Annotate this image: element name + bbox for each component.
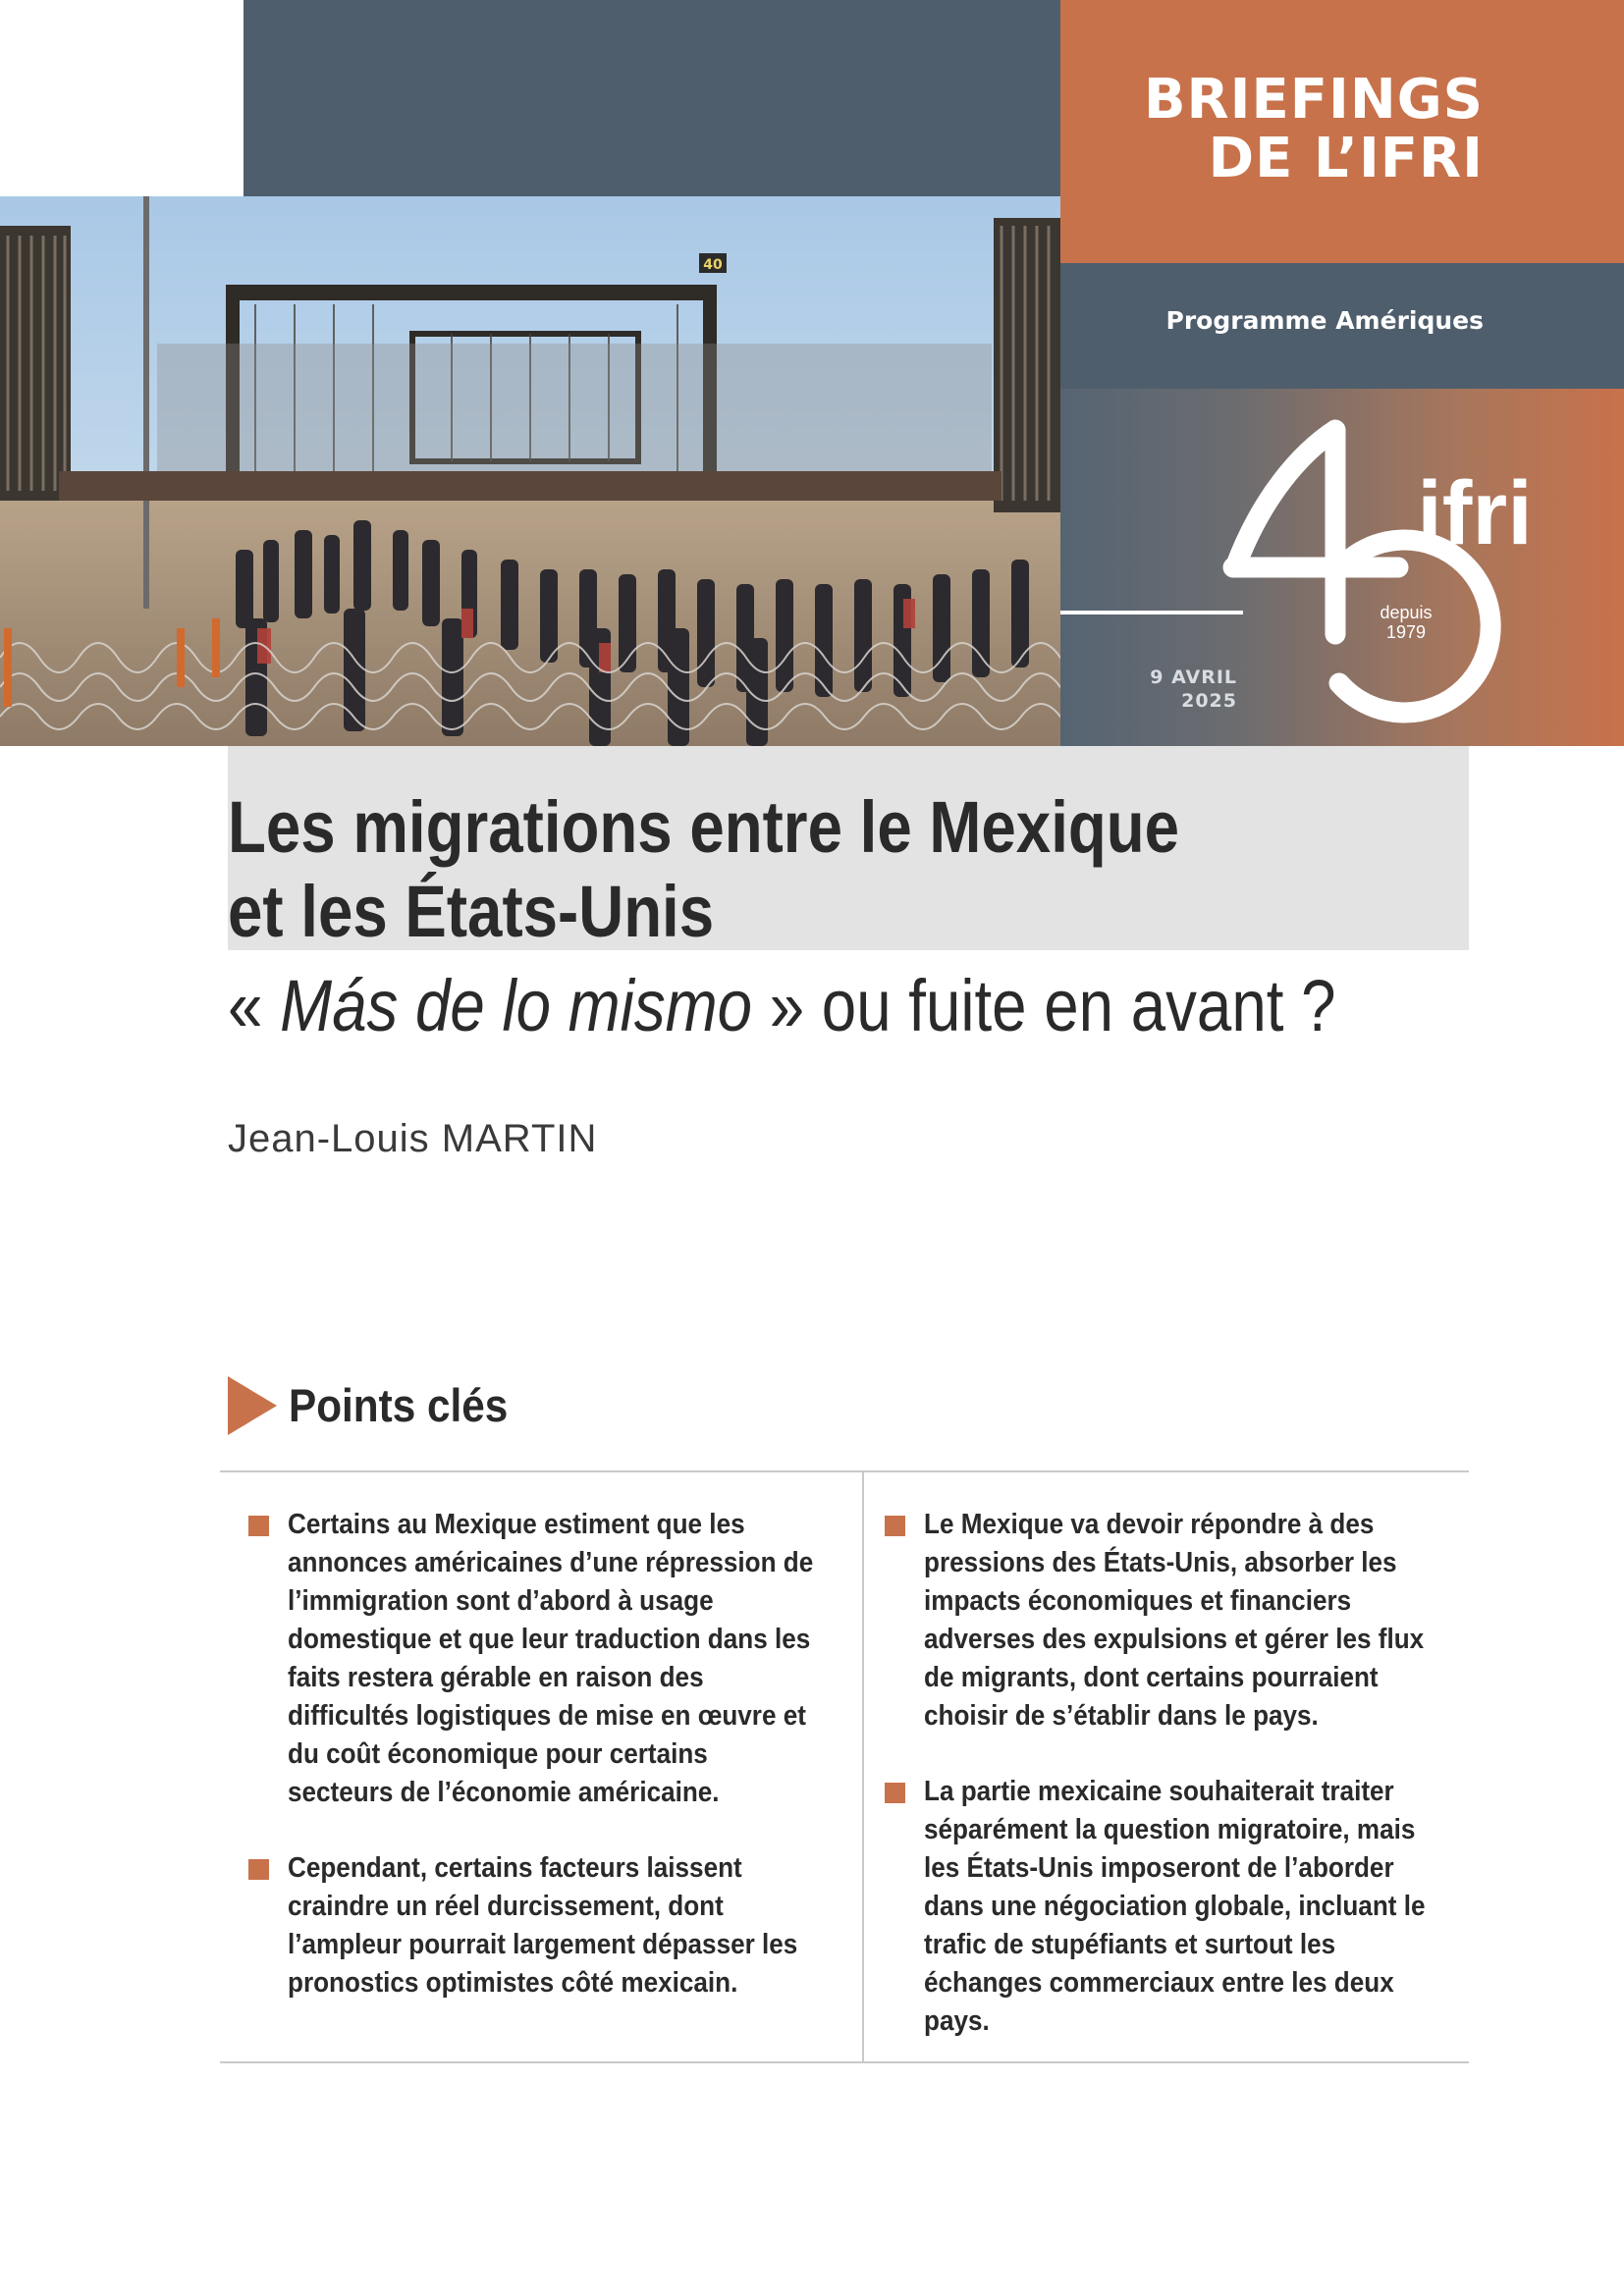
square-bullet-icon [248,1516,269,1536]
logo-since-year: 1979 [1385,622,1427,642]
key-point-text: Cependant, certains facteurs laissent craindre un réel durcissement, dont l’ampleur pourrait largement dépasser les pronostics optimistes côté mexicain. [288,1852,798,1999]
key-point-item [247,1506,837,1812]
logo-block [1060,389,1624,746]
author-name: Jean-Louis MARTIN [228,1117,598,1160]
square-bullet-icon [885,1783,905,1803]
key-point-text: Certains au Mexique estiment que les annonces américaines d’une répression de l’immigration sont d’abord à usage domestique et que leur traduction dans les faits restera gérable en raison des difficultés logistiques de mise en œuvre et du coût économique pour certains secteurs de l’économie américaine. [288,1509,814,1808]
series-title [1143,68,1484,190]
cover-photo [0,196,1060,746]
key-points-arrow-icon [228,1376,277,1435]
article-title-line2: et les États-Unis [228,871,715,952]
date-day-month: 9 AVRIL [1150,667,1237,688]
subtitle-italic: Más de lo mismo [280,965,753,1046]
brand-block [1060,0,1624,263]
key-point-text: Le Mexique va devoir répondre à des pressions des États-Unis, absorber les impacts économiques et financiers adverses des expulsions et gérer les flux de migrants, dont certains pourraient choisir de s’établir dans le pays. [924,1509,1425,1732]
subtitle-open-quote: « [228,965,281,1046]
key-point-item [884,1506,1473,1735]
key-point-item [884,1773,1473,2041]
publication-date [1060,666,1237,713]
date-year: 2025 [1181,690,1237,712]
series-title-line2: DE L’IFRI [1208,127,1484,190]
border-crowd-image [0,196,1060,746]
key-points-heading: Points clés [289,1379,509,1431]
logo-since-label: depuis [1380,603,1433,622]
subtitle-rest: » ou fuite en avant ? [752,965,1336,1046]
article-title-line1: Les migrations entre le Mexique [228,786,1180,868]
key-points-top-rule [220,1470,1469,1472]
key-points-column-divider [862,1471,864,2062]
gate-sign-number: 40 [703,257,723,273]
square-bullet-icon [248,1859,269,1880]
key-points-right-column [884,1506,1473,2078]
article-title [228,785,1292,954]
key-points-left-column [247,1506,837,2040]
article-subtitle [228,964,1335,1048]
series-title-line1: BRIEFINGS [1143,68,1484,132]
logo-digit-four [1235,430,1335,634]
header-slate-band [244,0,1060,196]
program-block [1060,263,1624,389]
key-point-item [247,1849,837,2002]
logo-wordmark: ifri [1417,463,1533,563]
square-bullet-icon [885,1516,905,1536]
key-point-text: La partie mexicaine souhaiterait traiter séparément la question migratoire, mais les États-Unis imposeront de l’aborder dans une négociation globale, incluant le trafic de stupéfiants et surtout les échanges commerciaux entre les deux pays. [924,1776,1426,2037]
program-label: Programme Amériques [1165,306,1484,335]
